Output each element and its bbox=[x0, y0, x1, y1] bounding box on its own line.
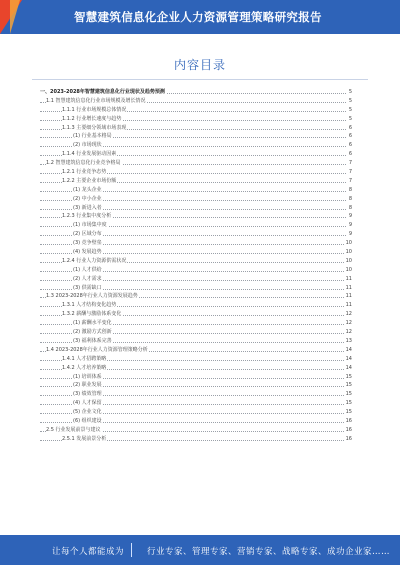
toc-page-number: 5 bbox=[348, 106, 352, 113]
toc-entry[interactable] bbox=[40, 150, 352, 159]
toc-entry-text: (1) 市场集中度 bbox=[73, 222, 107, 229]
toc-entry-text: 2.5 行业发展前景与建议 bbox=[46, 426, 101, 433]
toc-entry-text: (1) 行业基本格局 bbox=[73, 133, 112, 140]
toc-title: 内容目录 bbox=[173, 58, 226, 72]
toc-entry[interactable] bbox=[40, 301, 352, 310]
toc-page-number: 7 bbox=[348, 169, 352, 176]
toc-page-number: 10 bbox=[345, 266, 352, 273]
toc-entry[interactable] bbox=[40, 168, 352, 177]
title-divider bbox=[32, 79, 368, 80]
toc-entry-text: 1.3.2 薪酬与激励体系变化 bbox=[62, 311, 122, 318]
toc-entry[interactable] bbox=[40, 106, 352, 115]
toc-entry-text: 1.4.1 人才招聘策略 bbox=[62, 355, 107, 362]
report-title: 智慧建筑信息化企业人力资源管理策略研究报告 bbox=[74, 10, 322, 24]
toc-entry[interactable] bbox=[40, 319, 352, 328]
toc-entry[interactable] bbox=[40, 417, 352, 426]
toc-page-number: 11 bbox=[345, 284, 352, 291]
toc-entry-text: 1.3 2023-2028年行业人力资源发展趋势 bbox=[46, 293, 138, 300]
toc-entry[interactable] bbox=[40, 381, 352, 390]
toc-entry[interactable] bbox=[40, 204, 352, 213]
header-accent-orange bbox=[10, 0, 20, 34]
toc-entry-text: (4) 人才保留 bbox=[73, 400, 102, 407]
toc-entry[interactable] bbox=[40, 292, 352, 301]
toc-entry-text: 1.1 智慧建筑信息化行业市场规模及增长情况 bbox=[46, 97, 146, 104]
toc-entry-text: (1) 龙头企业 bbox=[73, 186, 102, 193]
toc-page-number: 6 bbox=[348, 124, 352, 131]
toc-entry[interactable] bbox=[40, 230, 352, 239]
toc-entry[interactable] bbox=[40, 399, 352, 408]
toc-page-number: 9 bbox=[348, 222, 352, 229]
toc-page-number: 9 bbox=[348, 213, 352, 220]
toc-entry[interactable] bbox=[40, 221, 352, 230]
toc-page-number: 9 bbox=[348, 231, 352, 238]
header-banner bbox=[0, 0, 400, 34]
toc-page-number: 11 bbox=[345, 302, 352, 309]
toc-entry[interactable] bbox=[40, 435, 352, 444]
toc-entry[interactable] bbox=[40, 132, 352, 141]
toc-entry-text: (4) 发展趋势 bbox=[73, 249, 102, 256]
toc-entry-text: (1) 人才供给 bbox=[73, 266, 102, 273]
toc-entry-text: 1.2.3 行业集中度分析 bbox=[62, 213, 112, 220]
toc-page-number: 16 bbox=[345, 435, 352, 442]
toc-page-number: 6 bbox=[348, 142, 352, 149]
toc-entry-text: 1.2 智慧建筑信息化行业竞争格局 bbox=[46, 160, 121, 167]
toc-entry-text: (2) 职业发展 bbox=[73, 382, 102, 389]
toc-page-number: 10 bbox=[345, 257, 352, 264]
toc-entry-text: (3) 竞争壁垒 bbox=[73, 240, 102, 247]
toc-page-number: 5 bbox=[348, 89, 352, 95]
toc-entry[interactable] bbox=[40, 364, 352, 373]
toc-entry-text: 2.5.1 发展前景分析 bbox=[62, 435, 107, 442]
toc-entry[interactable] bbox=[40, 346, 352, 355]
toc-entry-text: (1) 薪酬水平变化 bbox=[73, 320, 112, 327]
toc-entry[interactable] bbox=[40, 159, 352, 168]
toc-page-number: 7 bbox=[348, 160, 352, 167]
toc-entry[interactable] bbox=[40, 328, 352, 337]
toc-entry-text: (2) 激励方式创新 bbox=[73, 329, 112, 336]
toc-page-number: 6 bbox=[348, 133, 352, 140]
toc-entry[interactable] bbox=[40, 141, 352, 150]
toc-page-number: 8 bbox=[348, 204, 352, 211]
toc-entry[interactable] bbox=[40, 88, 352, 97]
toc-page-number: 14 bbox=[345, 364, 352, 371]
toc-entry[interactable] bbox=[40, 373, 352, 382]
toc-entry-text: (6) 组织建设 bbox=[73, 417, 102, 424]
toc-entry[interactable] bbox=[40, 275, 352, 284]
toc-entry[interactable] bbox=[40, 337, 352, 346]
toc-page-number: 7 bbox=[348, 177, 352, 184]
footer-slogan: 让每个人都能成为 bbox=[52, 547, 125, 557]
toc-entry[interactable] bbox=[40, 177, 352, 186]
toc-page-number: 12 bbox=[345, 320, 352, 327]
toc-entry-text: 1.2.1 行业竞争态势 bbox=[62, 169, 107, 176]
toc-page-number: 14 bbox=[345, 355, 352, 362]
footer-divider bbox=[131, 543, 132, 557]
toc-entry-text: 1.1.3 主要细分领域市场表现 bbox=[62, 124, 127, 131]
toc-entry-text: 1.1.4 行业发展驱动因素 bbox=[62, 151, 117, 158]
toc-entry-text: (5) 企业文化 bbox=[73, 409, 102, 416]
toc-entry[interactable] bbox=[40, 115, 352, 124]
toc-page-number: 10 bbox=[345, 240, 352, 247]
toc-page-number: 14 bbox=[345, 346, 352, 353]
toc-entry[interactable] bbox=[40, 257, 352, 266]
toc-page-number: 11 bbox=[345, 275, 352, 282]
toc-page-number: 8 bbox=[348, 186, 352, 193]
toc-entry-text: (2) 中小企业 bbox=[73, 195, 102, 202]
toc-page-number: 12 bbox=[345, 311, 352, 318]
toc-page-number: 15 bbox=[345, 373, 352, 380]
toc-entry-text: (3) 绩效管理 bbox=[73, 391, 102, 398]
toc-entry-text: 1.4.2 人才培养策略 bbox=[62, 364, 107, 371]
toc-entry-text: 1.4 2023-2028年行业人力资源管理策略分析 bbox=[46, 346, 148, 353]
toc-page-number: 10 bbox=[345, 249, 352, 256]
toc-page-number: 8 bbox=[348, 195, 352, 202]
toc-page-number: 11 bbox=[345, 293, 352, 300]
toc-entry[interactable] bbox=[40, 248, 352, 257]
toc-entry[interactable] bbox=[40, 239, 352, 248]
toc-entry-text: 1.1.2 行业增长速度与趋势 bbox=[62, 115, 122, 122]
toc-entry-text: 1.3.1 人才结构变化趋势 bbox=[62, 302, 117, 309]
toc-entry[interactable] bbox=[40, 390, 352, 399]
toc-page-number: 5 bbox=[348, 115, 352, 122]
toc-entry-text: (3) 福利体系完善 bbox=[73, 337, 112, 344]
toc-page-number: 15 bbox=[345, 382, 352, 389]
toc-page-number: 15 bbox=[345, 409, 352, 416]
toc-page-number: 13 bbox=[345, 337, 352, 344]
toc-page-number: 12 bbox=[345, 329, 352, 336]
toc-entry-text: 1.2.2 主要企业市场份额 bbox=[62, 177, 117, 184]
toc-page-number: 6 bbox=[348, 151, 352, 158]
toc-entry[interactable] bbox=[40, 124, 352, 133]
toc-list bbox=[40, 88, 352, 444]
toc-entry-text: 1.1.1 行业市场规模总体情况 bbox=[62, 106, 127, 113]
toc-entry-text: (3) 新进入者 bbox=[73, 204, 102, 211]
toc-entry[interactable] bbox=[40, 355, 352, 364]
toc-page-number: 5 bbox=[348, 97, 352, 104]
toc-page-number: 15 bbox=[345, 391, 352, 398]
toc-entry-text: (2) 人才需求 bbox=[73, 275, 102, 282]
toc-entry-text: 一、2023-2028年智慧建筑信息化行业现状及趋势预测 bbox=[40, 89, 165, 95]
toc-entry-text: 1.2.4 行业人力资源供需状况 bbox=[62, 257, 127, 264]
toc-entry[interactable] bbox=[40, 426, 352, 435]
footer-tagline: 行业专家、管理专家、营销专家、战略专家、成功企业家…… bbox=[147, 547, 391, 557]
toc-page-number: 16 bbox=[345, 426, 352, 433]
toc-entry[interactable] bbox=[40, 97, 352, 106]
toc-page-number: 16 bbox=[345, 417, 352, 424]
footer-banner bbox=[0, 535, 400, 565]
toc-entry-text: (1) 培训体系 bbox=[73, 373, 102, 380]
toc-page-number: 15 bbox=[345, 400, 352, 407]
toc-entry-text: (2) 市场现状 bbox=[73, 142, 102, 149]
toc-entry[interactable] bbox=[40, 186, 352, 195]
toc-entry-text: (2) 区域分布 bbox=[73, 231, 102, 238]
toc-entry[interactable] bbox=[40, 212, 352, 221]
toc-entry-text: (3) 供需缺口 bbox=[73, 284, 102, 291]
toc-entry[interactable] bbox=[40, 266, 352, 275]
toc-entry[interactable] bbox=[40, 284, 352, 293]
toc-entry[interactable] bbox=[40, 310, 352, 319]
toc-entry[interactable] bbox=[40, 195, 352, 204]
toc-entry[interactable] bbox=[40, 408, 352, 417]
